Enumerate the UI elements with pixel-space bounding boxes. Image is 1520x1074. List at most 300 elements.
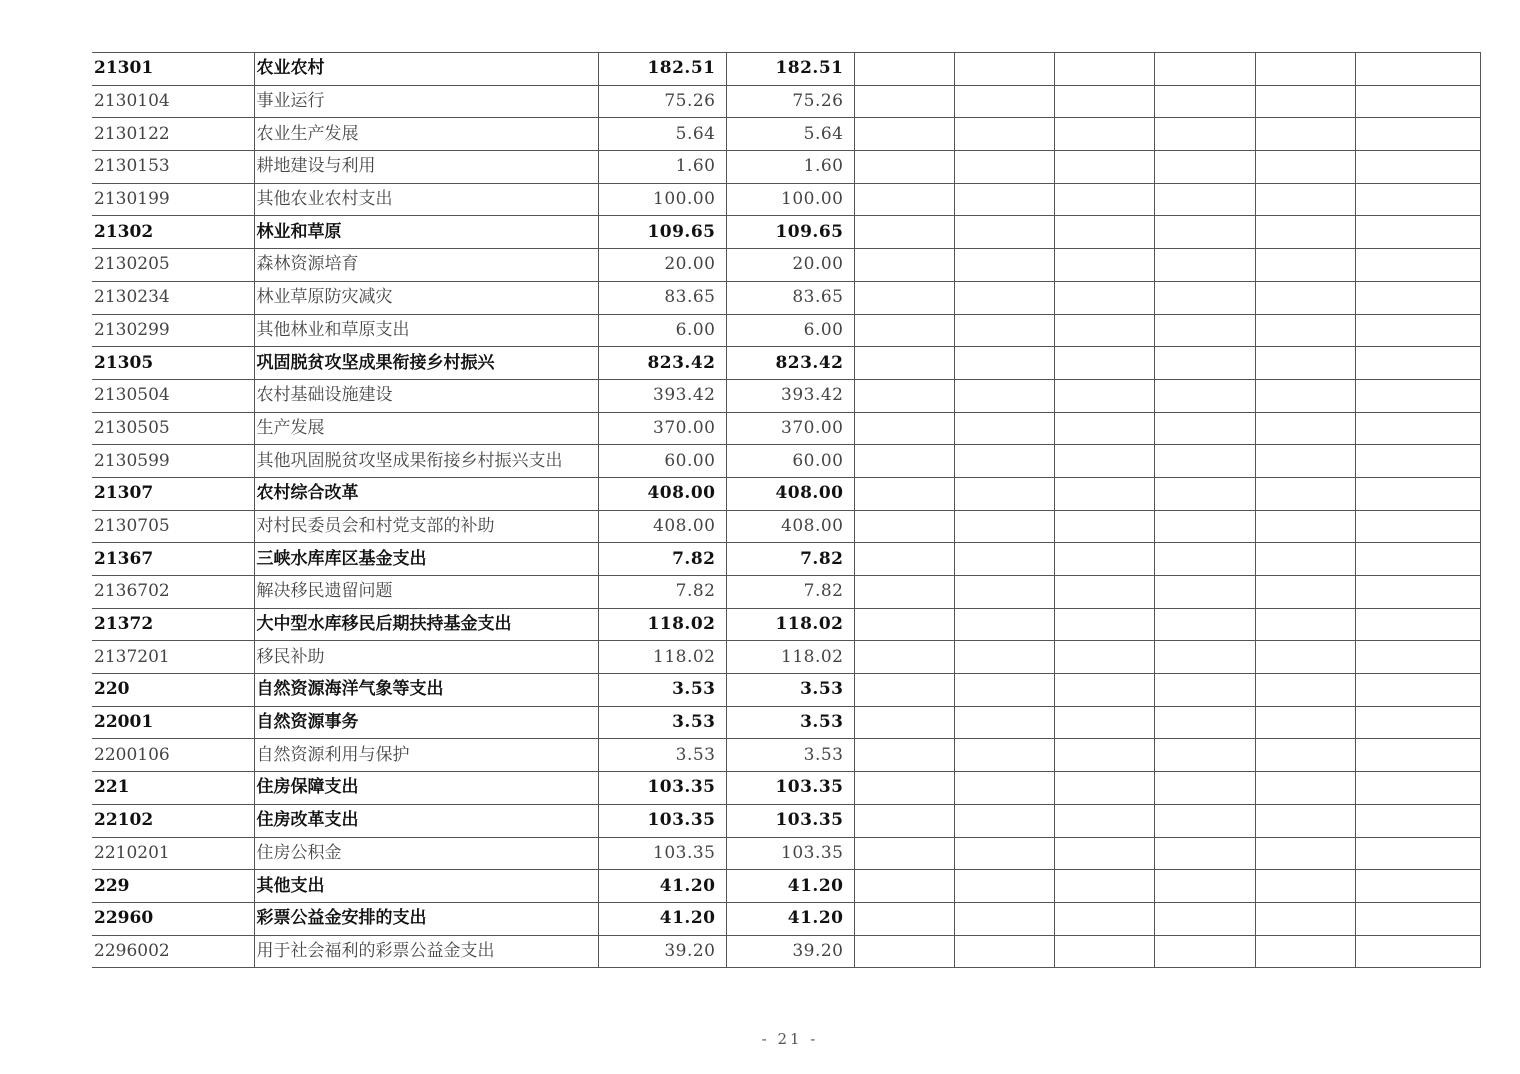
cell-empty xyxy=(1255,935,1355,968)
table-row xyxy=(92,347,1480,380)
cell-empty xyxy=(854,804,954,837)
cell-amount-2: 3.53 xyxy=(726,739,854,772)
cell-empty xyxy=(954,902,1054,935)
cell-empty xyxy=(1054,510,1154,543)
cell-empty xyxy=(1355,216,1480,249)
cell-empty xyxy=(1355,347,1480,380)
table-row xyxy=(92,837,1480,870)
table-row xyxy=(92,477,1480,510)
cell-empty xyxy=(854,118,954,151)
cell-empty xyxy=(854,706,954,739)
cell-empty xyxy=(854,641,954,674)
cell-empty xyxy=(854,674,954,707)
cell-empty xyxy=(1054,641,1154,674)
cell-empty xyxy=(954,445,1054,478)
cell-empty xyxy=(1054,576,1154,609)
cell-empty xyxy=(1255,608,1355,641)
table-row xyxy=(92,216,1480,249)
cell-code: 2130505 xyxy=(92,412,254,445)
table-row xyxy=(92,412,1480,445)
cell-code: 2200106 xyxy=(92,739,254,772)
cell-empty xyxy=(954,543,1054,576)
cell-empty xyxy=(854,379,954,412)
cell-code: 21307 xyxy=(92,477,254,510)
cell-amount-2: 3.53 xyxy=(726,674,854,707)
cell-amount-2: 7.82 xyxy=(726,543,854,576)
cell-empty xyxy=(854,576,954,609)
cell-empty xyxy=(1054,445,1154,478)
cell-amount-1: 7.82 xyxy=(598,576,726,609)
cell-empty xyxy=(954,412,1054,445)
cell-empty xyxy=(954,772,1054,805)
cell-name: 耕地建设与利用 xyxy=(254,151,598,184)
cell-empty xyxy=(854,477,954,510)
cell-empty xyxy=(1255,477,1355,510)
cell-amount-2: 103.35 xyxy=(726,837,854,870)
table-row xyxy=(92,902,1480,935)
cell-empty xyxy=(1255,151,1355,184)
cell-empty xyxy=(954,608,1054,641)
cell-empty xyxy=(1154,772,1255,805)
cell-empty xyxy=(1255,85,1355,118)
cell-name: 林业草原防灾减灾 xyxy=(254,281,598,314)
cell-empty xyxy=(1054,543,1154,576)
cell-empty xyxy=(1054,53,1154,86)
cell-name: 彩票公益金安排的支出 xyxy=(254,902,598,935)
table-row xyxy=(92,151,1480,184)
cell-name: 生产发展 xyxy=(254,412,598,445)
cell-code: 22102 xyxy=(92,804,254,837)
cell-empty xyxy=(1355,314,1480,347)
cell-name: 其他支出 xyxy=(254,870,598,903)
cell-amount-1: 5.64 xyxy=(598,118,726,151)
cell-empty xyxy=(1054,674,1154,707)
cell-empty xyxy=(1355,379,1480,412)
cell-name: 住房公积金 xyxy=(254,837,598,870)
table-row xyxy=(92,281,1480,314)
cell-name: 其他巩固脱贫攻坚成果衔接乡村振兴支出 xyxy=(254,445,598,478)
cell-empty xyxy=(1255,902,1355,935)
cell-empty xyxy=(854,870,954,903)
cell-name: 大中型水库移民后期扶持基金支出 xyxy=(254,608,598,641)
cell-empty xyxy=(854,183,954,216)
cell-amount-1: 60.00 xyxy=(598,445,726,478)
cell-name: 自然资源事务 xyxy=(254,706,598,739)
cell-code: 229 xyxy=(92,870,254,903)
cell-empty xyxy=(1355,870,1480,903)
cell-empty xyxy=(1355,739,1480,772)
cell-amount-1: 83.65 xyxy=(598,281,726,314)
cell-empty xyxy=(1054,379,1154,412)
cell-empty xyxy=(1154,510,1255,543)
cell-amount-2: 39.20 xyxy=(726,935,854,968)
cell-empty xyxy=(1054,412,1154,445)
cell-empty xyxy=(954,739,1054,772)
cell-empty xyxy=(1255,674,1355,707)
cell-empty xyxy=(1154,837,1255,870)
cell-empty xyxy=(1255,641,1355,674)
cell-empty xyxy=(854,85,954,118)
cell-empty xyxy=(1154,706,1255,739)
cell-empty xyxy=(1255,804,1355,837)
cell-amount-2: 60.00 xyxy=(726,445,854,478)
cell-empty xyxy=(1054,216,1154,249)
cell-empty xyxy=(1255,347,1355,380)
cell-amount-1: 370.00 xyxy=(598,412,726,445)
cell-name: 住房保障支出 xyxy=(254,772,598,805)
cell-empty xyxy=(1054,870,1154,903)
cell-amount-2: 118.02 xyxy=(726,641,854,674)
cell-amount-1: 39.20 xyxy=(598,935,726,968)
cell-empty xyxy=(1255,706,1355,739)
cell-empty xyxy=(854,216,954,249)
table-row xyxy=(92,510,1480,543)
cell-empty xyxy=(1255,576,1355,609)
cell-amount-1: 3.53 xyxy=(598,739,726,772)
table-row xyxy=(92,739,1480,772)
cell-code: 2130104 xyxy=(92,85,254,118)
cell-name: 移民补助 xyxy=(254,641,598,674)
cell-name: 农村基础设施建设 xyxy=(254,379,598,412)
cell-empty xyxy=(1054,118,1154,151)
cell-amount-2: 103.35 xyxy=(726,804,854,837)
cell-empty xyxy=(1355,804,1480,837)
cell-empty xyxy=(854,837,954,870)
cell-amount-2: 118.02 xyxy=(726,608,854,641)
cell-empty xyxy=(1154,216,1255,249)
cell-empty xyxy=(1154,379,1255,412)
cell-name: 三峡水库库区基金支出 xyxy=(254,543,598,576)
cell-empty xyxy=(1154,804,1255,837)
cell-empty xyxy=(1054,739,1154,772)
cell-name: 林业和草原 xyxy=(254,216,598,249)
cell-amount-1: 100.00 xyxy=(598,183,726,216)
cell-amount-1: 182.51 xyxy=(598,53,726,86)
cell-amount-1: 6.00 xyxy=(598,314,726,347)
table-body xyxy=(92,53,1480,968)
cell-empty xyxy=(1355,151,1480,184)
cell-empty xyxy=(954,183,1054,216)
cell-code: 2296002 xyxy=(92,935,254,968)
cell-empty xyxy=(1154,608,1255,641)
cell-amount-1: 109.65 xyxy=(598,216,726,249)
cell-empty xyxy=(954,314,1054,347)
cell-code: 2130153 xyxy=(92,151,254,184)
table-row xyxy=(92,445,1480,478)
cell-empty xyxy=(1054,706,1154,739)
cell-empty xyxy=(1355,85,1480,118)
cell-empty xyxy=(1054,249,1154,282)
cell-empty xyxy=(1255,216,1355,249)
cell-name: 对村民委员会和村党支部的补助 xyxy=(254,510,598,543)
cell-empty xyxy=(1355,281,1480,314)
cell-empty xyxy=(954,85,1054,118)
cell-code: 220 xyxy=(92,674,254,707)
cell-amount-1: 118.02 xyxy=(598,641,726,674)
cell-amount-2: 20.00 xyxy=(726,249,854,282)
cell-code: 2130299 xyxy=(92,314,254,347)
cell-empty xyxy=(1054,183,1154,216)
cell-name: 其他农业农村支出 xyxy=(254,183,598,216)
cell-empty xyxy=(1355,902,1480,935)
cell-empty xyxy=(854,53,954,86)
budget-table xyxy=(92,52,1481,968)
table-row xyxy=(92,118,1480,151)
cell-empty xyxy=(1154,281,1255,314)
cell-empty xyxy=(1054,151,1154,184)
cell-amount-1: 3.53 xyxy=(598,706,726,739)
cell-name: 用于社会福利的彩票公益金支出 xyxy=(254,935,598,968)
cell-empty xyxy=(954,804,1054,837)
cell-empty xyxy=(954,706,1054,739)
cell-empty xyxy=(1355,118,1480,151)
cell-amount-1: 118.02 xyxy=(598,608,726,641)
cell-empty xyxy=(854,412,954,445)
cell-amount-2: 83.65 xyxy=(726,281,854,314)
cell-empty xyxy=(1054,85,1154,118)
cell-empty xyxy=(1355,641,1480,674)
cell-name: 其他林业和草原支出 xyxy=(254,314,598,347)
cell-empty xyxy=(1255,870,1355,903)
table-row xyxy=(92,772,1480,805)
cell-amount-2: 109.65 xyxy=(726,216,854,249)
cell-empty xyxy=(954,216,1054,249)
cell-code: 22001 xyxy=(92,706,254,739)
cell-empty xyxy=(1154,477,1255,510)
cell-empty xyxy=(1154,674,1255,707)
page-number: - 21 - xyxy=(761,1030,819,1048)
cell-empty xyxy=(854,935,954,968)
cell-empty xyxy=(954,641,1054,674)
cell-empty xyxy=(1355,674,1480,707)
cell-empty xyxy=(854,249,954,282)
table-row xyxy=(92,249,1480,282)
cell-empty xyxy=(1355,608,1480,641)
cell-empty xyxy=(1154,183,1255,216)
cell-name: 农业生产发展 xyxy=(254,118,598,151)
cell-amount-2: 393.42 xyxy=(726,379,854,412)
cell-code: 21367 xyxy=(92,543,254,576)
cell-empty xyxy=(954,510,1054,543)
cell-empty xyxy=(1355,543,1480,576)
cell-empty xyxy=(954,576,1054,609)
cell-amount-2: 408.00 xyxy=(726,510,854,543)
cell-empty xyxy=(1054,608,1154,641)
cell-code: 21301 xyxy=(92,53,254,86)
cell-empty xyxy=(1154,85,1255,118)
cell-amount-1: 75.26 xyxy=(598,85,726,118)
cell-code: 21302 xyxy=(92,216,254,249)
cell-code: 2130199 xyxy=(92,183,254,216)
cell-code: 2210201 xyxy=(92,837,254,870)
table-row xyxy=(92,379,1480,412)
cell-empty xyxy=(1355,477,1480,510)
cell-code: 2130599 xyxy=(92,445,254,478)
cell-empty xyxy=(954,151,1054,184)
table-row xyxy=(92,608,1480,641)
cell-empty xyxy=(1255,118,1355,151)
cell-empty xyxy=(854,314,954,347)
cell-empty xyxy=(854,543,954,576)
table-row xyxy=(92,53,1480,86)
cell-empty xyxy=(854,902,954,935)
cell-amount-1: 103.35 xyxy=(598,772,726,805)
cell-amount-2: 6.00 xyxy=(726,314,854,347)
cell-name: 自然资源海洋气象等支出 xyxy=(254,674,598,707)
cell-amount-1: 20.00 xyxy=(598,249,726,282)
cell-empty xyxy=(954,935,1054,968)
cell-empty xyxy=(1154,314,1255,347)
cell-empty xyxy=(1255,183,1355,216)
cell-empty xyxy=(954,379,1054,412)
cell-empty xyxy=(1054,772,1154,805)
cell-name: 住房改革支出 xyxy=(254,804,598,837)
table-row xyxy=(92,641,1480,674)
cell-empty xyxy=(854,739,954,772)
cell-empty xyxy=(1255,543,1355,576)
cell-name: 巩固脱贫攻坚成果衔接乡村振兴 xyxy=(254,347,598,380)
cell-name: 农村综合改革 xyxy=(254,477,598,510)
cell-amount-1: 393.42 xyxy=(598,379,726,412)
cell-code: 2130504 xyxy=(92,379,254,412)
cell-code: 2130122 xyxy=(92,118,254,151)
cell-amount-2: 408.00 xyxy=(726,477,854,510)
table-row xyxy=(92,85,1480,118)
table-row xyxy=(92,674,1480,707)
cell-amount-1: 3.53 xyxy=(598,674,726,707)
cell-empty xyxy=(954,870,1054,903)
cell-empty xyxy=(1255,53,1355,86)
cell-empty xyxy=(1054,347,1154,380)
cell-empty xyxy=(854,281,954,314)
table-row xyxy=(92,183,1480,216)
table-row xyxy=(92,576,1480,609)
cell-empty xyxy=(1355,837,1480,870)
cell-code: 21305 xyxy=(92,347,254,380)
cell-empty xyxy=(1255,510,1355,543)
cell-empty xyxy=(1154,576,1255,609)
cell-code: 2130205 xyxy=(92,249,254,282)
cell-amount-2: 7.82 xyxy=(726,576,854,609)
cell-empty xyxy=(1054,477,1154,510)
cell-empty xyxy=(1054,314,1154,347)
cell-empty xyxy=(1255,445,1355,478)
cell-amount-2: 100.00 xyxy=(726,183,854,216)
cell-empty xyxy=(1355,772,1480,805)
cell-empty xyxy=(854,772,954,805)
table-row xyxy=(92,314,1480,347)
cell-code: 221 xyxy=(92,772,254,805)
cell-empty xyxy=(1255,379,1355,412)
cell-empty xyxy=(1255,739,1355,772)
cell-empty xyxy=(1355,576,1480,609)
cell-empty xyxy=(954,118,1054,151)
cell-empty xyxy=(954,674,1054,707)
cell-empty xyxy=(954,837,1054,870)
cell-empty xyxy=(1355,935,1480,968)
table-row xyxy=(92,935,1480,968)
cell-amount-1: 408.00 xyxy=(598,477,726,510)
cell-empty xyxy=(1154,151,1255,184)
cell-empty xyxy=(1355,510,1480,543)
cell-empty xyxy=(1255,281,1355,314)
cell-name: 自然资源利用与保护 xyxy=(254,739,598,772)
cell-amount-2: 823.42 xyxy=(726,347,854,380)
cell-amount-1: 41.20 xyxy=(598,870,726,903)
cell-amount-1: 103.35 xyxy=(598,804,726,837)
cell-name: 森林资源培育 xyxy=(254,249,598,282)
cell-empty xyxy=(1054,281,1154,314)
cell-amount-2: 182.51 xyxy=(726,53,854,86)
cell-empty xyxy=(854,445,954,478)
cell-empty xyxy=(854,347,954,380)
cell-empty xyxy=(1054,837,1154,870)
cell-amount-2: 370.00 xyxy=(726,412,854,445)
cell-empty xyxy=(1255,837,1355,870)
cell-amount-2: 41.20 xyxy=(726,902,854,935)
cell-amount-2: 41.20 xyxy=(726,870,854,903)
cell-empty xyxy=(1154,249,1255,282)
cell-empty xyxy=(954,347,1054,380)
cell-empty xyxy=(1255,412,1355,445)
cell-empty xyxy=(954,249,1054,282)
cell-empty xyxy=(854,608,954,641)
cell-amount-1: 7.82 xyxy=(598,543,726,576)
cell-code: 2130705 xyxy=(92,510,254,543)
cell-code: 2130234 xyxy=(92,281,254,314)
table-row xyxy=(92,706,1480,739)
cell-code: 2137201 xyxy=(92,641,254,674)
cell-empty xyxy=(1154,445,1255,478)
cell-empty xyxy=(1355,53,1480,86)
cell-empty xyxy=(1054,902,1154,935)
cell-empty xyxy=(1154,53,1255,86)
cell-empty xyxy=(1355,445,1480,478)
cell-empty xyxy=(1154,347,1255,380)
table-row xyxy=(92,870,1480,903)
cell-amount-2: 103.35 xyxy=(726,772,854,805)
table-row xyxy=(92,543,1480,576)
cell-empty xyxy=(1054,804,1154,837)
cell-empty xyxy=(1355,183,1480,216)
cell-amount-1: 823.42 xyxy=(598,347,726,380)
cell-name: 农业农村 xyxy=(254,53,598,86)
cell-amount-2: 3.53 xyxy=(726,706,854,739)
cell-empty xyxy=(954,53,1054,86)
cell-empty xyxy=(1255,249,1355,282)
cell-empty xyxy=(954,281,1054,314)
cell-amount-1: 41.20 xyxy=(598,902,726,935)
cell-empty xyxy=(854,151,954,184)
cell-empty xyxy=(1154,118,1255,151)
cell-code: 2136702 xyxy=(92,576,254,609)
cell-empty xyxy=(1355,249,1480,282)
cell-empty xyxy=(1154,543,1255,576)
cell-amount-2: 1.60 xyxy=(726,151,854,184)
cell-amount-2: 75.26 xyxy=(726,85,854,118)
cell-empty xyxy=(1355,412,1480,445)
cell-code: 22960 xyxy=(92,902,254,935)
cell-empty xyxy=(1154,870,1255,903)
cell-empty xyxy=(1355,706,1480,739)
cell-empty xyxy=(954,477,1054,510)
cell-empty xyxy=(1154,641,1255,674)
cell-amount-1: 103.35 xyxy=(598,837,726,870)
cell-amount-1: 1.60 xyxy=(598,151,726,184)
cell-empty xyxy=(1255,314,1355,347)
cell-empty xyxy=(854,510,954,543)
cell-empty xyxy=(1154,902,1255,935)
